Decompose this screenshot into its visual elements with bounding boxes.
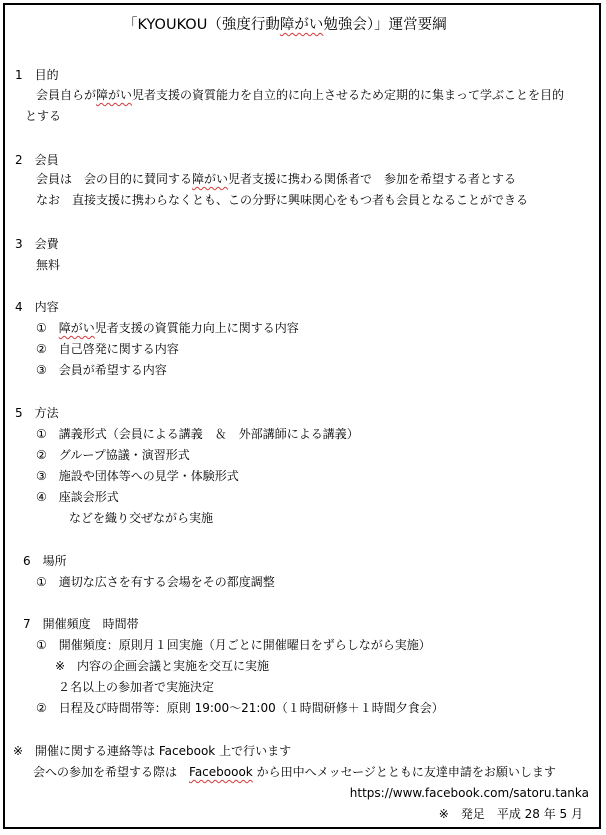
contact-note-line-1: ※ 開催に関する連絡等は Facebook 上で行います: [13, 744, 292, 758]
issued-date: ※ 発足 平成 28 年 5 月: [438, 807, 583, 821]
section-4-heading: 4 内容: [15, 300, 59, 314]
section-5-item-1: ① 講義形式（会員による講義 ＆ 外部講師による講義）: [36, 427, 359, 441]
section-2-heading: 2 会員: [15, 153, 59, 167]
document-title: 「KYOUKOU（強度行動障がい勉強会）」運営要綱: [123, 17, 447, 33]
section-4-item-1: ① 障がい児者支援の資質能力向上に関する内容: [36, 321, 299, 335]
section-7-heading: 7 開催頻度 時間帯: [23, 617, 139, 631]
section-7-item-2: ② 日程及び時間帯等：原則 19:00～21:00（１時間研修＋１時間夕食会）: [36, 701, 444, 715]
section-2-line-1: 会員は 会の目的に賛同する障がい児者支援に携わる関係者で 参加を希望する者とする: [36, 172, 517, 186]
facebook-url: https://www.facebook.com/satoru.tanka: [349, 786, 589, 800]
section-1-line-2: とする: [25, 109, 62, 123]
section-5-item-4: ④ 座談会形式: [36, 490, 119, 504]
contact-note-line-2: 会への参加を希望する際は Faceboook から田中へメッセージとともに友達申請をお願いします: [33, 765, 556, 779]
section-5-note: などを織り交ぜながら実施: [69, 511, 214, 525]
section-4-item-2: ② 自己啓発に関する内容: [36, 342, 179, 356]
section-7-note-2: ２名以上の参加者で実施決定: [58, 680, 215, 694]
section-7-item-1: ① 開催頻度：原則月１回実施（月ごとに開催曜日をずらしながら実施）: [36, 638, 431, 652]
section-6-heading: 6 場所: [23, 554, 67, 568]
section-3-heading: 3 会費: [15, 237, 59, 251]
section-3-line-1: 無料: [36, 258, 61, 272]
section-6-item-1: ① 適切な広さを有する会場をその都度調整: [36, 575, 275, 589]
section-5-heading: 5 方法: [15, 406, 59, 420]
document-page: [3, 3, 601, 829]
section-2-line-2: なお 直接支援に携わらなくとも、この分野に興味関心をもつ者も会員となることができる: [36, 193, 529, 207]
section-7-note-1: ※ 内容の企画会議と実施を交互に実施: [55, 659, 270, 673]
section-1-line-1: 会員自らが障がい児者支援の資質能力を自立的に向上させるため定期的に集まって学ぶことを目的: [36, 88, 565, 102]
section-4-item-3: ③ 会員が希望する内容: [36, 363, 167, 377]
section-5-item-3: ③ 施設や団体等への見学・体験形式: [36, 469, 239, 483]
section-1-heading: 1 目的: [15, 68, 59, 82]
section-5-item-2: ② グループ協議・演習形式: [36, 448, 190, 462]
